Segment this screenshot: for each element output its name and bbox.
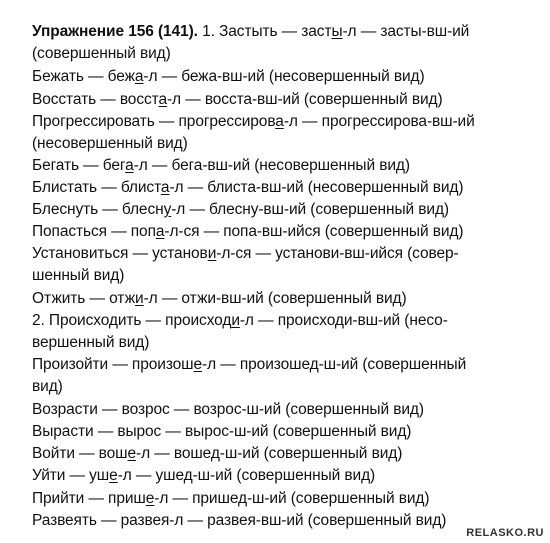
line-19: Вырасти — вырос — вырос-ш-ий (совершенный вид)	[32, 423, 412, 440]
line-11: Установиться — установи-л-ся — установи-вш-ийся (совер-	[32, 245, 459, 262]
line-17: вид)	[32, 378, 63, 395]
line-4: Восстать — восста-л — восста-вш-ий (совершенный вид)	[32, 91, 443, 108]
watermark: RELASKO.RU	[466, 527, 544, 539]
line-9: Блеснуть — блесну-л — блесну-вш-ий (совершенный вид)	[32, 201, 449, 218]
line-8: Блистать — блиста-л — блиста-вш-ий (несовершенный вид)	[32, 179, 464, 196]
line-14: 2. Происходить — происходи-л — происходи-вш-ий (несо-	[32, 312, 448, 329]
line-7: Бегать — бега-л — бега-вш-ий (несовершенный вид)	[32, 157, 410, 174]
line-2: (совершенный вид)	[32, 45, 171, 62]
line-13: Отжить — отжи-л — отжи-вш-ий (совершенный вид)	[32, 290, 407, 307]
line-10: Попасться — попа-л-ся — попа-вш-ийся (совершенный вид)	[32, 223, 464, 240]
exercise-title: Упражнение 156 (141).	[32, 23, 198, 40]
line-6: (несовершенный вид)	[32, 135, 188, 152]
line-1: Упражнение 156 (141). 1. Застыть — засты-л — засты-вш-ий	[32, 23, 470, 40]
line-23: Развеять — развея-л — развея-вш-ий (совершенный вид)	[32, 512, 447, 529]
line-21: Уйти — уше-л — ушед-ш-ий (совершенный вид)	[32, 467, 376, 484]
line-12: шенный вид)	[32, 267, 125, 284]
line-16: Произойти — произоше-л — произошед-ш-ий (совершенный	[32, 356, 467, 373]
line-3: Бежать — бежа-л — бежа-вш-ий (несовершенный вид)	[32, 68, 425, 85]
line-20: Войти — воше-л — вошед-ш-ий (совершенный вид)	[32, 445, 403, 462]
line-18: Возрасти — возрос — возрос-ш-ий (совершенный вид)	[32, 401, 424, 418]
line-15: вершенный вид)	[32, 334, 150, 351]
line-5: Прогрессировать — прогрессирова-л — прогрессирова-вш-ий	[32, 113, 475, 130]
line-22: Прийти — прише-л — пришед-ш-ий (совершенный вид)	[32, 490, 430, 507]
